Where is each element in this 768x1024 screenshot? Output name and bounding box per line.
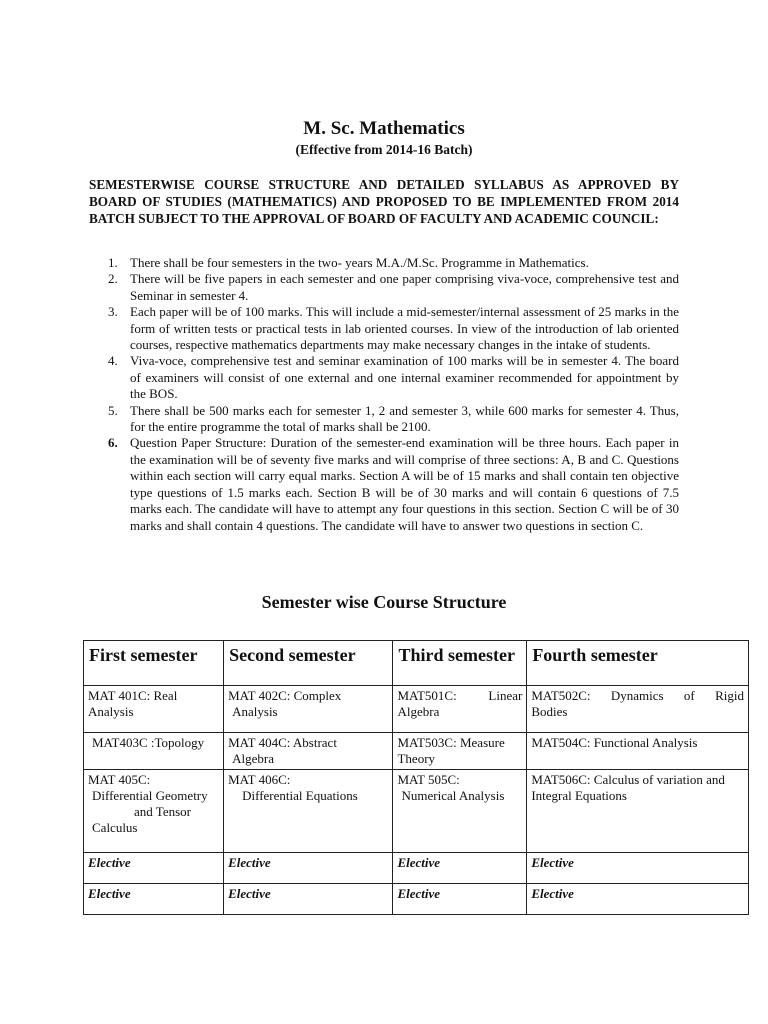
- rule-number: 5.: [108, 402, 118, 418]
- cell-word: of: [683, 688, 695, 703]
- cell-line: MAT 405C:: [88, 772, 151, 787]
- section-title: Semester wise Course Structure: [261, 592, 507, 612]
- table-row: [84, 733, 749, 770]
- table-row: [84, 686, 749, 733]
- elective-cell: Elective: [84, 884, 224, 915]
- cell-line: [397, 688, 522, 704]
- rule-item: [89, 304, 679, 353]
- elective-cell: Elective: [224, 853, 393, 884]
- course-cell: [224, 686, 393, 733]
- cell-line: MAT 404C: Abstract: [228, 735, 337, 750]
- cell-word: MAT501C:: [397, 688, 457, 703]
- page-title: M. Sc. Mathematics: [303, 118, 465, 139]
- cell-line: Algebra: [232, 751, 274, 766]
- course-cell: [393, 686, 527, 733]
- course-cell: [393, 770, 527, 853]
- rule-item: [89, 271, 679, 304]
- rule-text: Viva-voce, comprehensive test and seminar examination of 100 marks will be in semester 4. The board of examiners will consist of one external and one internal examiner recommended for appointment by the BOS.: [130, 353, 679, 402]
- rule-number: 3.: [108, 304, 118, 320]
- elective-cell: Elective: [393, 853, 527, 884]
- rules-list: [89, 255, 679, 534]
- course-cell: [224, 733, 393, 770]
- rule-number: 6.: [108, 435, 118, 451]
- rule-text: There shall be four semesters in the two- years M.A./M.Sc. Programme in Mathematics.: [130, 255, 589, 270]
- cell-line: MAT 406C:: [228, 772, 291, 787]
- rule-text: Each paper will be of 100 marks. This will include a mid-semester/internal assessment of 25 marks in the form of written tests or practical tests in lab oriented courses. In view of the introduction of lab oriented courses, respective mathematics departments may make necessary changes in the intake of students.: [130, 304, 679, 353]
- header-fourth-semester: Fourth semester: [527, 641, 749, 686]
- intro-paragraph: SEMESTERWISE COURSE STRUCTURE AND DETAILED SYLLABUS AS APPROVED BY BOARD OF STUDIES (MATHEMATICS) AND PROPOSED TO BE IMPLEMENTED FROM 2014 BATCH SUBJECT TO THE APPROVAL OF BOARD OF FACULTY AND ACADEMIC COUNCIL:: [89, 177, 679, 226]
- cell-line: Differential Geometry: [92, 788, 208, 803]
- header-first-semester: First semester: [84, 641, 224, 686]
- cell-line: MAT 402C: Complex: [228, 688, 342, 703]
- cell-line: MAT 505C:: [397, 772, 460, 787]
- rule-number: 4.: [108, 353, 118, 369]
- rule-number: 1.: [108, 255, 118, 270]
- rule-item: [89, 403, 679, 436]
- cell-line: Calculus: [92, 820, 138, 835]
- rule-text: Question Paper Structure: Duration of the semester-end examination will be three hours. Each paper in the examination will be of seventy five marks and will comprise of three sections: A, B and C. Questions within each section will carry equal marks. Section A will be of 15 marks and shall contain ten objective type questions of 1.5 marks each. Section B will be of 30 marks and will contain 6 questions of 7.5 marks each. The candidate will have to attempt any four questions in this section. Section C will be of 30 marks and shall contain 4 questions. The candidate will have to answer two questions in section C.: [130, 435, 679, 533]
- cell-word: Linear: [488, 688, 523, 703]
- course-cell: [224, 770, 393, 853]
- rule-number: 2.: [108, 271, 118, 287]
- course-structure-table: [83, 640, 749, 915]
- course-cell: [84, 770, 224, 853]
- elective-cell: Elective: [527, 884, 749, 915]
- rule-item: [89, 353, 679, 402]
- course-cell: [84, 733, 224, 770]
- elective-cell: Elective: [84, 853, 224, 884]
- cell-line: [531, 688, 744, 704]
- rule-item: [89, 435, 679, 533]
- cell-word: MAT502C:: [531, 688, 591, 703]
- course-cell: MAT 401C: Real Analysis: [84, 686, 224, 733]
- table-row: [84, 853, 749, 884]
- elective-cell: Elective: [224, 884, 393, 915]
- course-cell: [527, 686, 749, 733]
- cell-line: Algebra: [397, 704, 440, 719]
- course-cell: MAT503C: Measure Theory: [393, 733, 527, 770]
- elective-cell: Elective: [393, 884, 527, 915]
- cell-line: Bodies: [531, 704, 568, 719]
- cell-line: and Tensor: [134, 804, 191, 819]
- rule-item: [89, 255, 679, 271]
- cell-line: Differential Equations: [242, 788, 358, 803]
- course-cell: MAT504C: Functional Analysis: [527, 733, 749, 770]
- header-second-semester: Second semester: [224, 641, 393, 686]
- cell-line: Numerical Analysis: [401, 788, 505, 803]
- course-cell: MAT506C: Calculus of variation and Integral Equations: [527, 770, 749, 853]
- cell-word: Dynamics: [610, 688, 664, 703]
- cell-word: Rigid: [715, 688, 744, 703]
- header-third-semester: Third semester: [393, 641, 527, 686]
- table-header-row: [84, 641, 749, 686]
- cell-line: Analysis: [232, 704, 278, 719]
- rule-text: There shall be 500 marks each for semester 1, 2 and semester 3, while 600 marks for semester 4. Thus, for the entire programme the total of marks shall be 2100.: [130, 402, 679, 435]
- table-row: [84, 884, 749, 915]
- rule-text: There will be five papers in each semester and one paper comprising viva-voce, comprehensive test and Seminar in semester 4.: [130, 271, 679, 303]
- table-row: [84, 770, 749, 853]
- page-subtitle: (Effective from 2014-16 Batch): [295, 142, 473, 157]
- cell-line: MAT403C :Topology: [92, 735, 205, 750]
- elective-cell: Elective: [527, 853, 749, 884]
